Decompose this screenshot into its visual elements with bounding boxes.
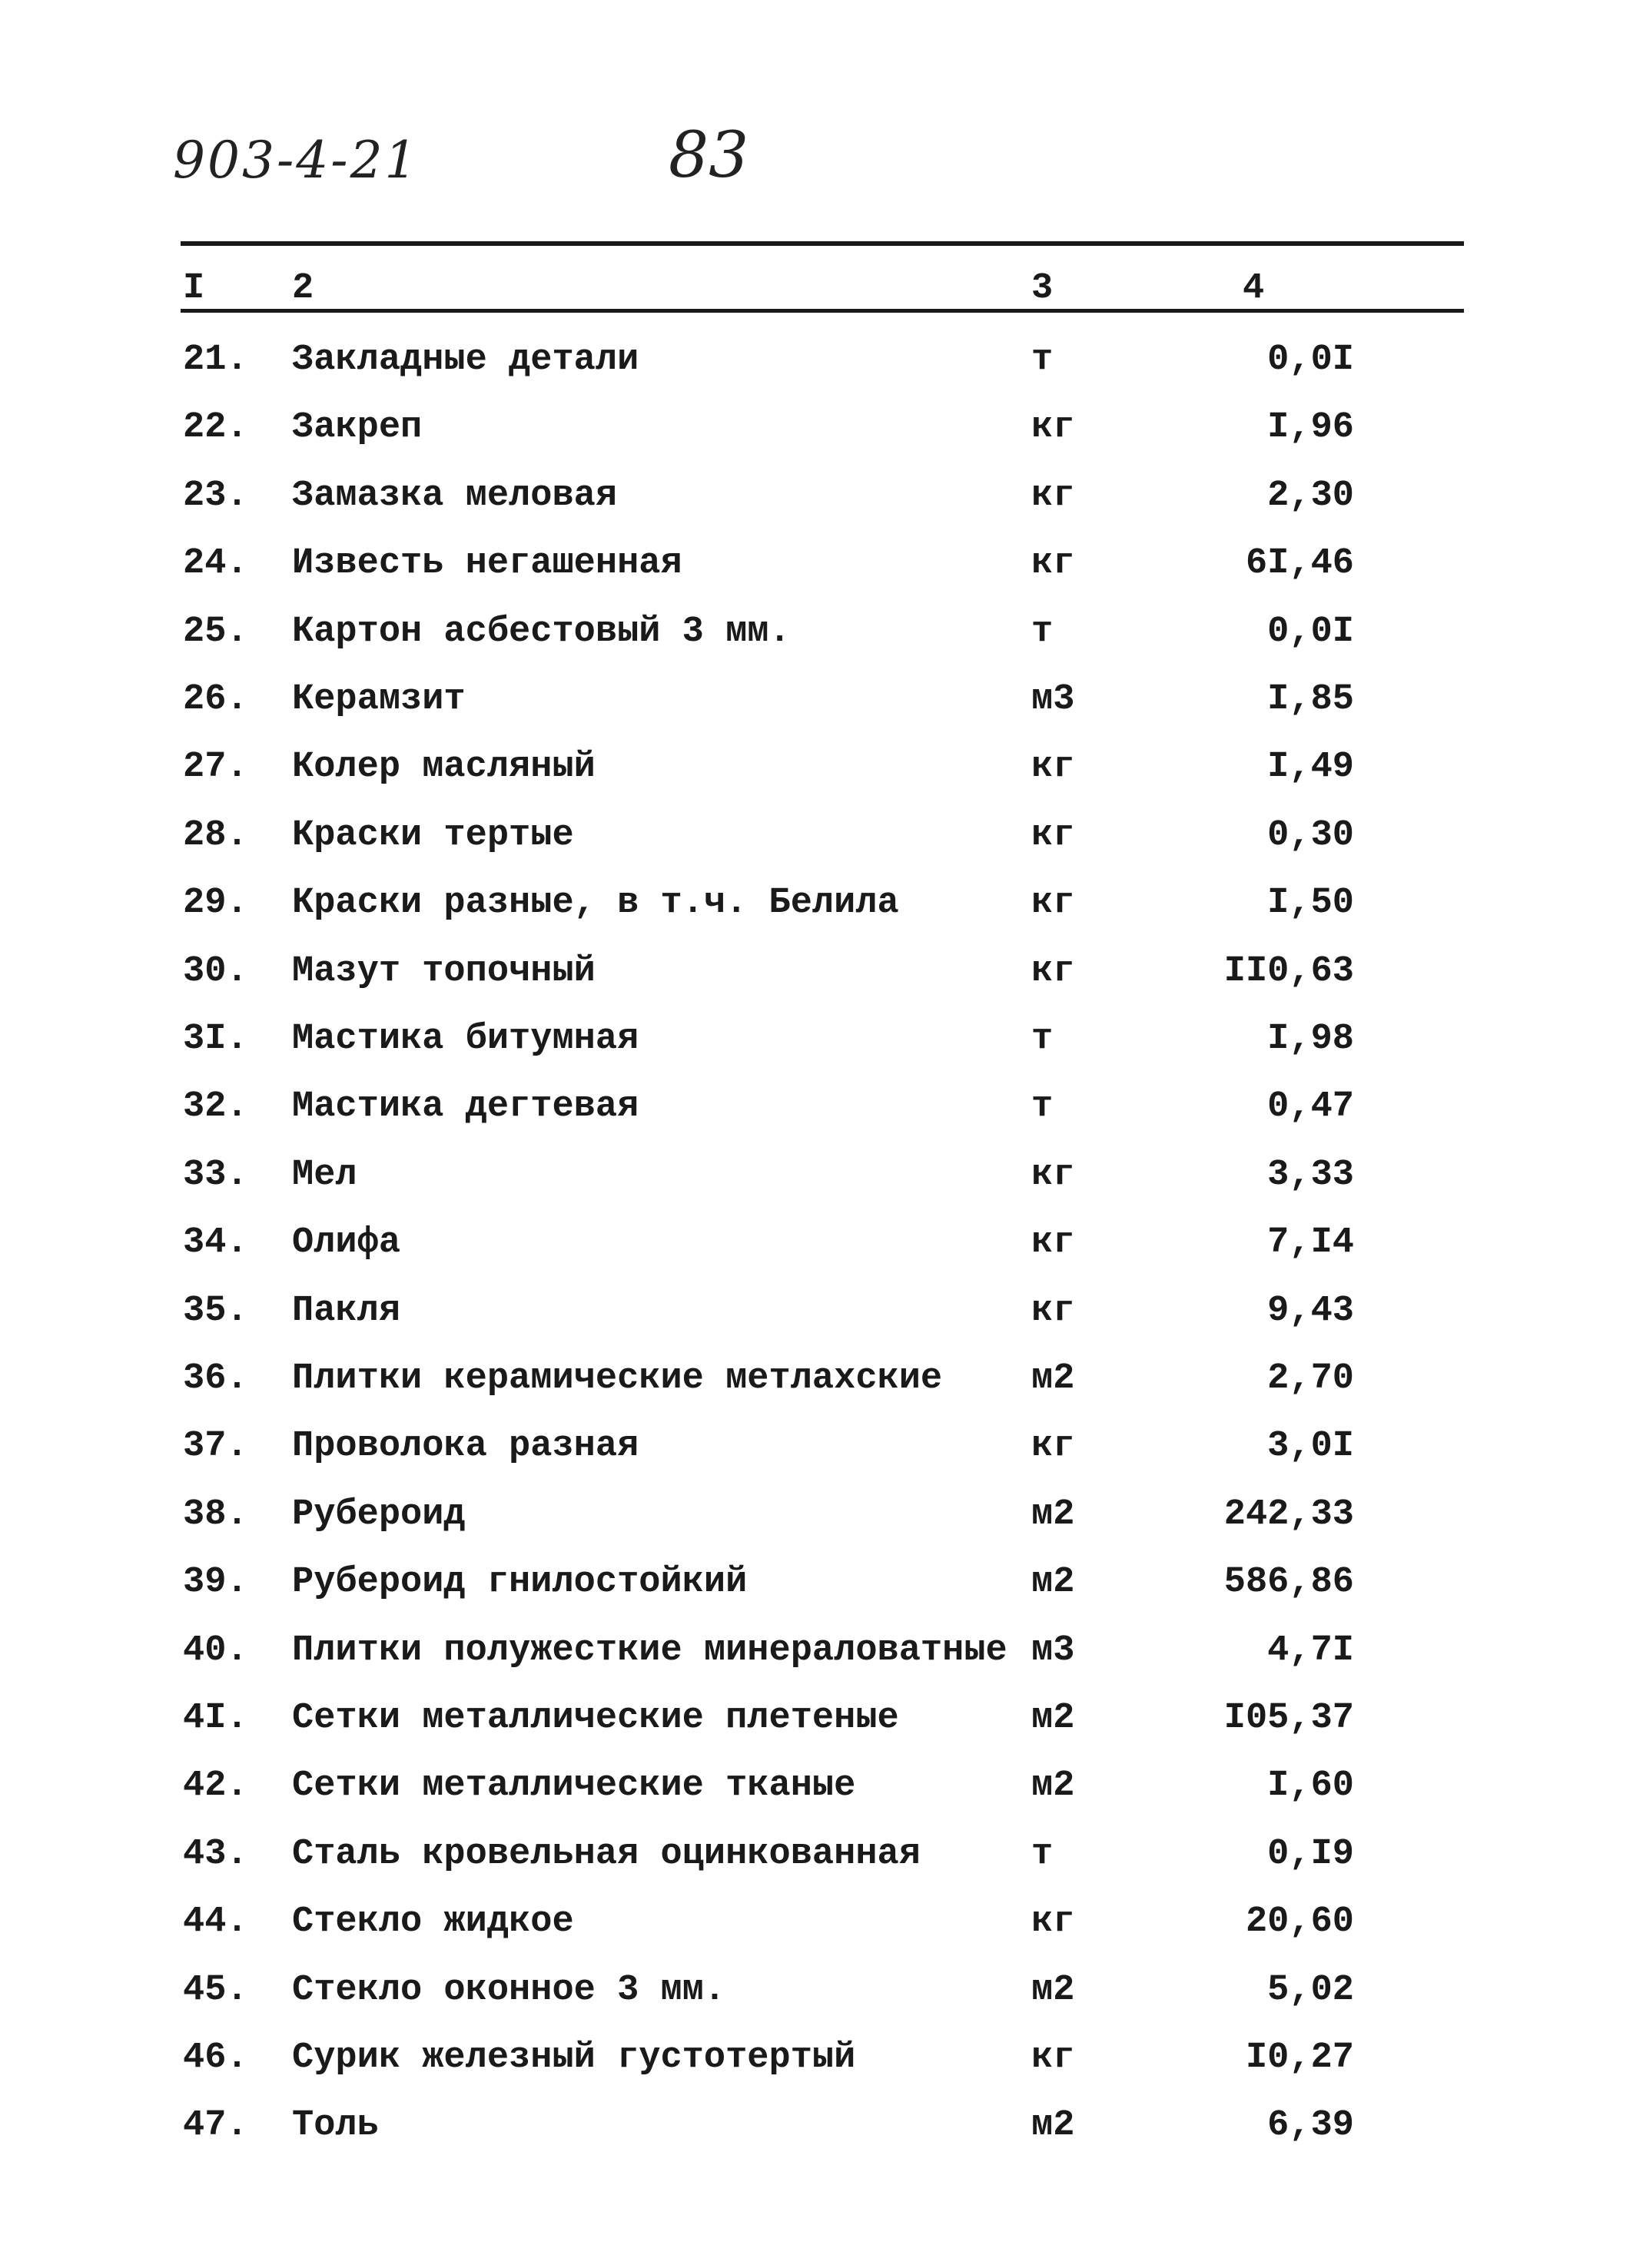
quantity: I,96 [1267,407,1354,448]
document-code: 903-4-21 [173,131,420,190]
row-number: 30. [183,951,248,992]
material-name: Замазка меловая [292,476,618,516]
row-number: 43. [183,1834,248,1875]
unit: м3 [1031,679,1075,720]
row-number: 35. [183,1291,248,1331]
material-name: Сурик железный густотертый [292,2038,856,2078]
table-row [0,1413,1633,1480]
row-number: 21. [183,340,248,380]
material-name: Рубероид [292,1494,466,1535]
table-row [0,2092,1633,2160]
column-header-1: I [183,268,205,309]
quantity: 2,30 [1267,476,1354,516]
unit: кг [1031,476,1075,516]
table-row [0,870,1633,937]
row-number: 45. [183,1970,248,2011]
material-name: Закреп [292,407,423,448]
table-row [0,530,1633,598]
row-number: 46. [183,2038,248,2078]
row-number: 47. [183,2105,248,2146]
quantity: 242,33 [1223,1494,1354,1535]
material-name: Известь негашенная [292,543,682,584]
table-row [0,1209,1633,1277]
unit: кг [1031,2038,1075,2078]
table-top-rule [181,241,1464,246]
unit: м2 [1031,1494,1075,1535]
row-number: 33. [183,1155,248,1195]
material-name: Олифа [292,1222,401,1263]
quantity: 9,43 [1267,1291,1354,1331]
quantity: I,85 [1267,679,1354,720]
quantity: 4,7I [1267,1630,1354,1671]
column-header-2: 2 [292,268,314,309]
unit: кг [1031,883,1075,923]
unit: кг [1031,1426,1075,1467]
row-number: 34. [183,1222,248,1263]
table-row [0,734,1633,801]
material-name: Сетки металлические тканые [292,1766,856,1806]
unit: м2 [1031,1562,1075,1603]
unit: кг [1031,747,1075,788]
unit: т [1031,612,1054,652]
table-row [0,666,1633,734]
table-row [0,1752,1633,1820]
material-name: Закладные детали [292,340,639,380]
unit: кг [1031,815,1075,856]
table-row [0,1685,1633,1752]
table-header-row [0,255,1633,323]
material-name: Плитки полужесткие минераловатные [292,1630,1007,1671]
table-row [0,1957,1633,2024]
quantity: 7,I4 [1267,1222,1354,1263]
quantity: I,50 [1267,883,1354,923]
row-number: 39. [183,1562,248,1603]
unit: м2 [1031,1766,1075,1806]
row-number: 44. [183,1902,248,1942]
material-name: Картон асбестовый 3 мм. [292,612,791,652]
unit: кг [1031,543,1075,584]
table-row [0,598,1633,666]
row-number: 36. [183,1358,248,1399]
column-header-3: 3 [1031,268,1054,309]
table-row [0,1278,1633,1345]
table-row [0,394,1633,462]
row-number: 42. [183,1766,248,1806]
material-name: Сталь кровельная оцинкованная [292,1834,921,1875]
quantity: I05,37 [1223,1698,1354,1739]
material-name: Толь [292,2105,379,2146]
quantity: 20,60 [1245,1902,1354,1942]
unit: м2 [1031,2105,1075,2146]
quantity: 0,47 [1267,1086,1354,1127]
unit: кг [1031,951,1075,992]
quantity: 0,30 [1267,815,1354,856]
row-number: 37. [183,1426,248,1467]
quantity: 3,33 [1267,1155,1354,1195]
row-number: 23. [183,476,248,516]
quantity: 0,0I [1267,612,1354,652]
row-number: 32. [183,1086,248,1127]
unit: т [1031,1086,1054,1127]
page-number: 83 [669,119,749,192]
material-name: Мел [292,1155,357,1195]
material-name: Керамзит [292,679,466,720]
unit: кг [1031,1155,1075,1195]
table-row [0,463,1633,530]
quantity: I,60 [1267,1766,1354,1806]
material-name: Мастика дегтевая [292,1086,639,1127]
unit: м2 [1031,1970,1075,2011]
quantity: 6,39 [1267,2105,1354,2146]
unit: кг [1031,407,1075,448]
row-number: 24. [183,543,248,584]
quantity: 0,I9 [1267,1834,1354,1875]
quantity: 6I,46 [1245,543,1354,584]
quantity: 0,0I [1267,340,1354,380]
material-name: Мазут топочный [292,951,596,992]
material-name: Проволока разная [292,1426,639,1467]
table-row [0,1345,1633,1413]
table-row [0,1617,1633,1685]
row-number: 25. [183,612,248,652]
quantity: 3,0I [1267,1426,1354,1467]
material-name: Пакля [292,1291,401,1331]
table-row [0,802,1633,870]
material-name: Стекло жидкое [292,1902,574,1942]
table-row [0,1142,1633,1209]
table-row [0,1549,1633,1616]
unit: кг [1031,1291,1075,1331]
table-row [0,1888,1633,1956]
quantity: I,49 [1267,747,1354,788]
table-row [0,938,1633,1006]
material-name: Краски разные, в т.ч. Белила [292,883,899,923]
table-row [0,327,1633,394]
unit: м2 [1031,1358,1075,1399]
row-number: 26. [183,679,248,720]
row-number: 3I. [183,1019,248,1059]
material-name: Мастика битумная [292,1019,639,1059]
material-name: Стекло оконное 3 мм. [292,1970,726,2011]
unit: кг [1031,1222,1075,1263]
material-name: Сетки металлические плетеные [292,1698,899,1739]
unit: т [1031,1834,1054,1875]
column-header-4: 4 [1243,268,1265,309]
material-name: Колер масляный [292,747,596,788]
quantity: 586,86 [1223,1562,1354,1603]
material-name: Краски тертые [292,815,574,856]
quantity: II0,63 [1223,951,1354,992]
row-number: 27. [183,747,248,788]
unit: кг [1031,1902,1075,1942]
row-number: 29. [183,883,248,923]
quantity: 2,70 [1267,1358,1354,1399]
row-number: 22. [183,407,248,448]
row-number: 38. [183,1494,248,1535]
row-number: 28. [183,815,248,856]
unit: т [1031,340,1054,380]
row-number: 40. [183,1630,248,1671]
quantity: 5,02 [1267,1970,1354,2011]
row-number: 4I. [183,1698,248,1739]
material-name: Плитки керамические метлахские [292,1358,943,1399]
unit: т [1031,1019,1054,1059]
unit: м2 [1031,1698,1075,1739]
table-row [0,1481,1633,1549]
material-name: Рубероид гнилостойкий [292,1562,748,1603]
table-row [0,1821,1633,1888]
table-row [0,2024,1633,2092]
table-row [0,1006,1633,1073]
quantity: I0,27 [1245,2038,1354,2078]
quantity: I,98 [1267,1019,1354,1059]
unit: м3 [1031,1630,1075,1671]
table-row [0,1073,1633,1141]
